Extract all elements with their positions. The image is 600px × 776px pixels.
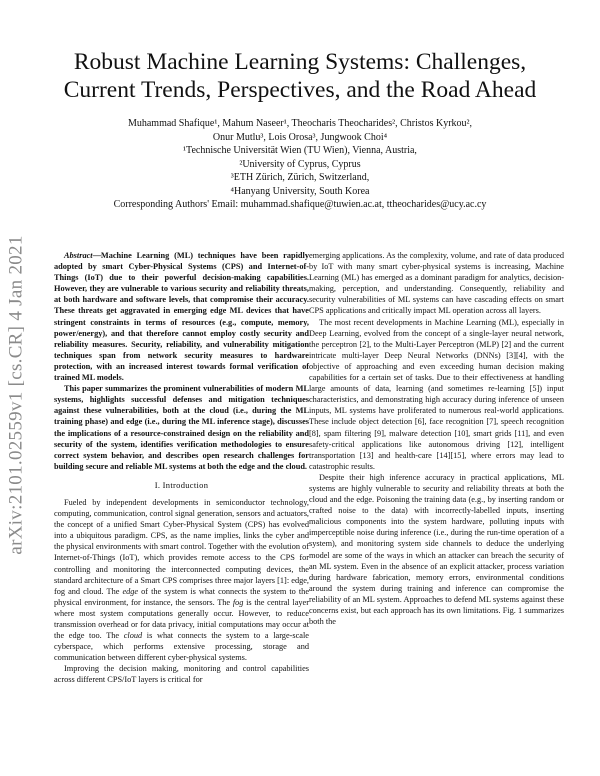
authors-line-1: Muhammad Shafique¹, Mahum Naseer¹, Theocharis Theocharides², Christos Kyrkou², <box>127 118 473 129</box>
abstract-paragraph-2: This paper summarizes the prominent vulnerabilities of modern ML systems, highlights successful defenses and mitigation techniques against these vulnerabilities, both at the cloud (i.e., during the ML training phase) and edge (i.e., during the ML inference stage), discusses the implications of a resource-constrained design on the reliability and security of the system, identifies verification methodologies to ensure correct system behavior, and describes open research challenges for building secure and reliable ML systems at both the edge and the cloud. <box>54 384 309 471</box>
right-paragraph-1: emerging applications. As the complexity, volume, and rate of data produced by IoT with many smart cyber-physical systems is increasing, Machine Learning (ML) has emerged as a dominant paradigm for analytics, decision-making, perception, and understanding. Consequently, reliability and security vulnerabilities of ML systems can have cascading effects on smart CPS applications and critically impact ML operation across all layers. <box>309 251 564 316</box>
right-paragraph-2: The most recent developments in Machine Learning (ML), especially in Deep Learning, evolved from the concept of a single-layer neural network, the perceptron [2], to the Multi-Layer Perceptron (MLP) [2] and the current intricate multi-layer Deep Neural Networks (DNNs) [3][4], with the objective of approaching and even exceeding human decision making capabilities for a certain set of tasks. Due to their effectiveness at handling large amounts of data, learning (and sometimes re-learning [5]) input characteristics, and demonstrating high accuracy during inference of unseen inputs, ML systems have proliferated to numerous real-world applications. These include object detection [6], face recognition [7], speech recognition [8], spam filtering [9], malware detection [10], smart grids [11], and even safety-critical applications like autonomous driving [12], intelligent transportation [13] and health-care [14][15], where errors may lead to catastrophic results. <box>309 317 564 471</box>
arxiv-stamp <box>2 190 32 600</box>
author-block <box>60 117 540 212</box>
intro-paragraph-2: Improving the decision making, monitoring and control capabilities across different CPS/IoT layers is critical for <box>54 664 309 685</box>
abstract-text-1: —Machine Learning (ML) techniques have been rapidly adopted by smart Cyber-Physical Systems (CPS) and Internet-of-Things (IoT) due to their powerful decision-making capabilities. However, they are vulnerable to various security and reliability threats, at both hardware and software levels, that compromise their accuracy. These threats get aggravated in emerging edge ML devices that have stringent constraints in terms of resources (e.g., compute, memory, power/energy), and that therefore cannot employ costly security and reliability measures. Security, reliability, and vulnerability mitigation techniques span from network security measures to hardware protection, with an increased interest towards formal verification of trained ML models. <box>54 251 309 383</box>
right-paragraph-3: Despite their high inference accuracy in practical applications, ML systems are highly vulnerable to security and reliability threats at both the cloud and the edge. Poisoning the training data (e.g., by inserting random or crafted noise to the data) with incorrectly-labelled inputs, inserting malicious components into the system hardware, polluting inputs with imperceptible noise during inference (i.e., during the run-time operation of a system), and monitoring system side channels to deduce the underlying model are some of the ways in which an attacker can breach the security of an ML system. Even in the absence of an explicit attacker, process variation during hardware fabrication, memory errors, environmental conditions around the system during training and inference can compromise the reliability of an ML system. Approaches to defend ML systems against these concerns exist, but each approach has its own limitations. Fig. 1 summarizes both the <box>309 472 564 627</box>
authors-line-2: Onur Mutlu³, Lois Orosa³, Jungwook Choi⁴ <box>212 131 388 143</box>
affiliation-1: ¹Technische Universität Wien (TU Wien), Vienna, Austria, <box>183 145 417 156</box>
arxiv-identifier: arXiv:2101.02559v1 [cs.CR] 4 Jan 2021 <box>6 235 28 555</box>
affiliation-2: ²University of Cyprus, Cyprus <box>239 158 361 170</box>
section-heading-introduction: I. Introduction <box>154 479 209 490</box>
abstract-paragraph-1 <box>54 250 309 383</box>
abstract-label: Abstract <box>64 251 93 260</box>
left-column <box>54 250 309 686</box>
term-edge: edge <box>122 586 139 596</box>
intro-paragraph-1 <box>54 497 309 663</box>
corresponding-email: Corresponding Authors' Email: muhammad.shafique@tuwien.ac.at, ttheocharides@ucy.ac.cy <box>113 199 487 210</box>
term-fog: fog <box>232 597 244 607</box>
affiliation-3: ³ETH Zürich, Zürich, Switzerland, <box>230 172 370 183</box>
affiliation-4: ⁴Hanyang University, South Korea <box>230 185 370 197</box>
paper-title: Robust Machine Learning Systems: Challenges, Current Trends, Perspectives, and the Road Ahead <box>63 49 537 103</box>
intro-text-a: Fueled by independent developments in semiconductor technology, computing, communication, control signal generation, sensors and actuators, the concept of a unified Smart Cyber-Physical System (CPS) has evolved into a ubiquitous paradigm. CPS, as the name implies, links the cyber and the physical environments with smart control. Together with the evolution of Internet-of-Things (IoT), which provides remote access to the CPS for controlling and monitoring the interconnected computing devices, the standard architecture of a Smart CPS comprises three major layers [1]: edge, fog and cloud. The <box>54 497 309 596</box>
intro-text-b: of the system is what connects the system to the physical environment, for instance, the sensors. The <box>54 586 309 607</box>
intro-text-d: is what connects the system to a large-scale cyberspace, which performs extensive processing, storage and communication between different cyber-physical systems. <box>54 631 309 663</box>
intro-text-c: is the central layer where most system computations generally occur. However, to reduce transmission overhead or for data privacy, initial computations may occur at the edge too. The <box>54 597 310 641</box>
term-cloud: cloud <box>123 631 143 641</box>
right-column <box>309 250 564 627</box>
